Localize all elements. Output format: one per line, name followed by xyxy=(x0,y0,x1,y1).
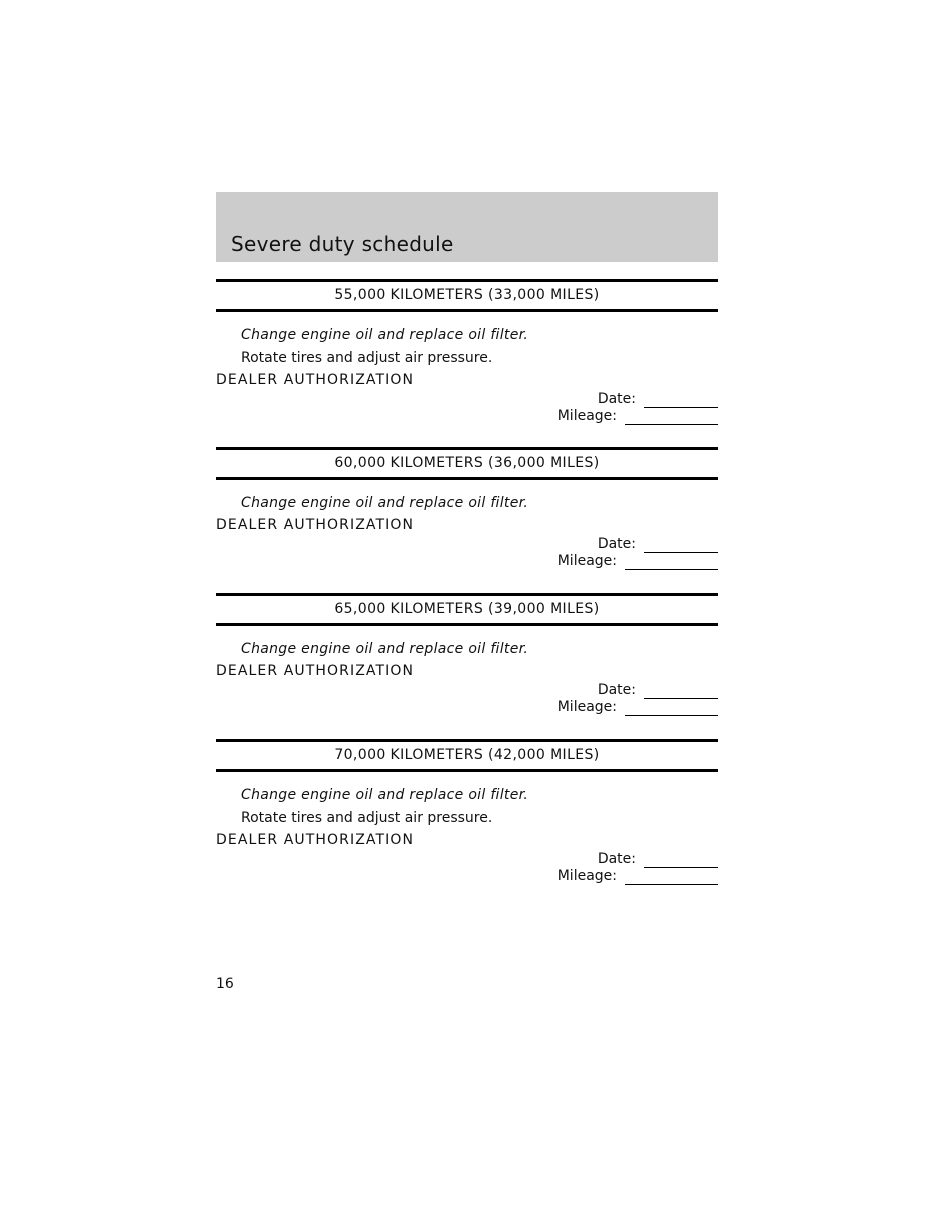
date-label: Date: xyxy=(597,682,636,698)
task-list xyxy=(216,492,718,515)
date-field[interactable] xyxy=(644,539,718,553)
mileage-field[interactable] xyxy=(625,411,718,425)
schedule-section-65000 xyxy=(216,593,718,716)
date-label: Date: xyxy=(597,391,636,407)
schedule-section-60000 xyxy=(216,447,718,570)
dealer-authorization-label: DEALER AUTHORIZATION xyxy=(216,517,415,533)
date-label: Date: xyxy=(597,851,636,867)
mileage-row xyxy=(216,868,718,885)
mileage-label: Mileage: xyxy=(557,553,617,569)
date-row xyxy=(216,682,718,699)
header-band xyxy=(216,192,718,262)
mileage-field[interactable] xyxy=(625,871,718,885)
task-oil-change: Change engine oil and replace oil filter. xyxy=(241,327,529,343)
page-title: Severe duty schedule xyxy=(231,232,454,256)
date-field[interactable] xyxy=(644,394,718,408)
mileage-row xyxy=(216,699,718,716)
task-list xyxy=(216,784,718,830)
section-heading: 60,000 KILOMETERS (36,000 MILES) xyxy=(216,447,718,480)
task-oil-change: Change engine oil and replace oil filter. xyxy=(241,641,529,657)
mileage-field[interactable] xyxy=(625,702,718,716)
task-list xyxy=(216,638,718,661)
section-heading: 65,000 KILOMETERS (39,000 MILES) xyxy=(216,593,718,626)
section-heading: 55,000 KILOMETERS (33,000 MILES) xyxy=(216,279,718,312)
date-row xyxy=(216,391,718,408)
task-rotate-tires: Rotate tires and adjust air pressure. xyxy=(241,350,493,366)
task-rotate-tires: Rotate tires and adjust air pressure. xyxy=(241,810,493,826)
date-label: Date: xyxy=(597,536,636,552)
mileage-label: Mileage: xyxy=(557,699,617,715)
dealer-authorization-label: DEALER AUTHORIZATION xyxy=(216,663,415,679)
task-oil-change: Change engine oil and replace oil filter. xyxy=(241,787,529,803)
date-field[interactable] xyxy=(644,685,718,699)
date-row xyxy=(216,851,718,868)
schedule-section-55000 xyxy=(216,279,718,425)
task-oil-change: Change engine oil and replace oil filter. xyxy=(241,495,529,511)
page xyxy=(216,192,718,884)
task-list xyxy=(216,324,718,370)
date-field[interactable] xyxy=(644,854,718,868)
date-row xyxy=(216,536,718,553)
dealer-authorization-label: DEALER AUTHORIZATION xyxy=(216,372,415,388)
page-number: 16 xyxy=(216,976,234,992)
mileage-label: Mileage: xyxy=(557,868,617,884)
section-heading: 70,000 KILOMETERS (42,000 MILES) xyxy=(216,739,718,772)
dealer-authorization-label: DEALER AUTHORIZATION xyxy=(216,832,415,848)
mileage-row xyxy=(216,408,718,425)
mileage-row xyxy=(216,553,718,570)
schedule-section-70000 xyxy=(216,739,718,885)
mileage-field[interactable] xyxy=(625,556,718,570)
mileage-label: Mileage: xyxy=(557,408,617,424)
